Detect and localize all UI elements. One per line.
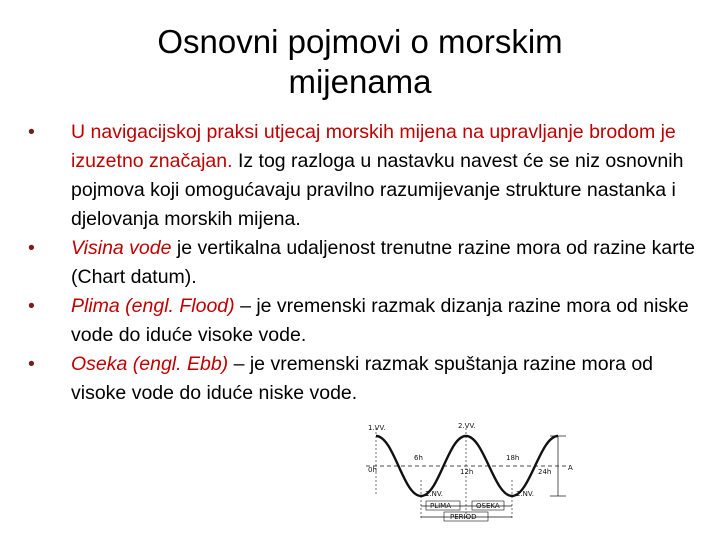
bullet-dot-icon: • (28, 237, 35, 259)
label-2vv: 2.VV. (458, 422, 476, 430)
bullet-list (22, 118, 702, 408)
label-12h: 12h (460, 468, 474, 476)
slide-title: Osnovni pojmovi o morskim mijenama (157, 23, 563, 100)
bullet-highlight: Visina vode (71, 237, 172, 259)
bullet-item (22, 292, 702, 350)
label-amplitude: A (568, 464, 573, 472)
label-24h: 24h (538, 468, 552, 476)
bullet-text: je vertikalna udaljenost trenutne razine mora od razine karte (Chart datum). (71, 237, 696, 288)
label-6h: 6h (414, 454, 423, 462)
label-plima: PLIMA (430, 502, 452, 510)
bullet-item (22, 350, 702, 408)
bullet-dot-icon: • (28, 353, 35, 375)
bullet-dot-icon: • (28, 121, 35, 143)
label-2nv: 2.NV. (516, 490, 535, 498)
bullet-text: Iz tog razloga u nastavku navest će se niz osnovnih pojmova koji omogućavaju pravilno razumijevanje strukture nastanka i djelovanja morskih mijena. (71, 150, 684, 230)
label-oseka: OSEKA (476, 502, 500, 510)
label-1nv: 1.NV. (425, 490, 444, 498)
bullet-highlight: U navigacijskoj praksi utjecaj morskih mijena na upravljanje brodom je izuzetno značajan. (71, 121, 676, 172)
bullet-text: – je vremenski razmak spuštanja razine mora od visoke vode do iduće niske vode. (71, 353, 654, 404)
bullet-highlight: Plima (engl. Flood) (71, 295, 235, 317)
label-18h: 18h (506, 454, 520, 462)
label-1vv: 1.VV. (368, 424, 386, 432)
bullet-dot-icon: • (28, 295, 35, 317)
bullet-text: – je vremenski razmak dizanja razine mora od niske vode do iduće visoke vode. (71, 295, 689, 346)
bullet-item (22, 118, 702, 234)
bullet-item (22, 234, 702, 292)
bullet-highlight: Oseka (engl. Ebb) (71, 353, 229, 375)
label-period: PERIOD (450, 513, 477, 521)
label-0h: 0h (368, 466, 377, 474)
tide-diagram (362, 420, 592, 538)
